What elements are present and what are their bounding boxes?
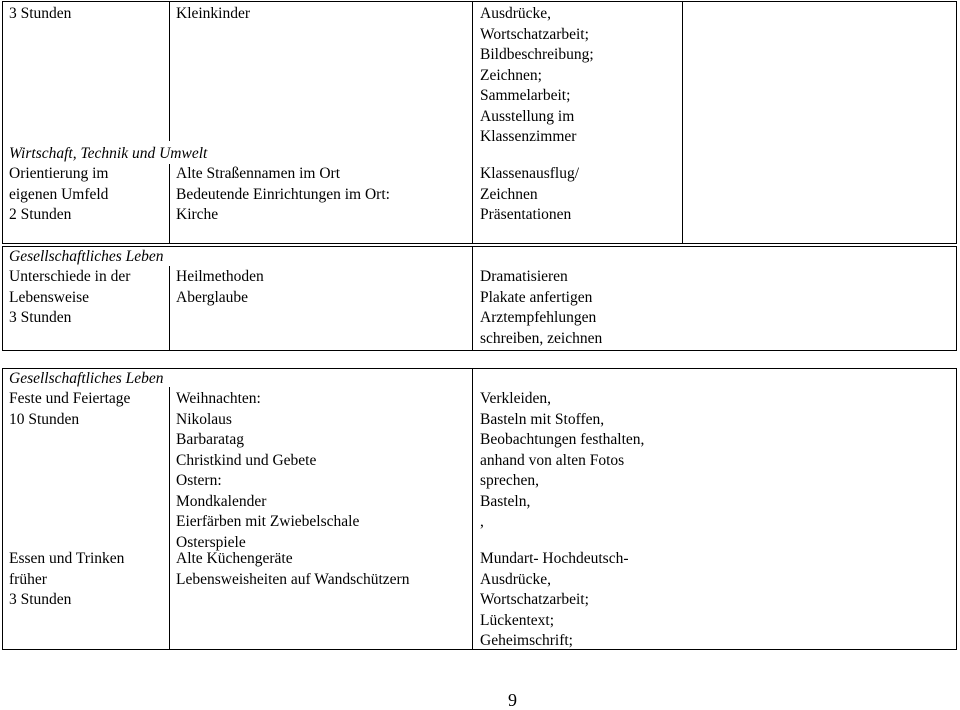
section-heading: Gesellschaftliches Leben xyxy=(9,248,164,265)
row-topic: Essen und Trinken früher 3 Stunden xyxy=(9,550,125,608)
column-divider xyxy=(472,246,473,351)
row-methods: Klassenausflug/ Zeichnen Präsentationen xyxy=(480,165,580,223)
row-content: Kleinkinder xyxy=(176,5,251,22)
section-heading: Wirtschaft, Technik und Umwelt xyxy=(9,145,208,162)
row-content: Alte Straßennamen im Ort Bedeutende Einrichtungen im Ort: Kirche xyxy=(176,165,390,223)
row-content: Weihnachten: Nikolaus Barbaratag Christkind und Gebete Ostern: Mondkalender Eierfärben mit Zwiebelschale Osterspiele xyxy=(176,390,360,551)
row-topic: Unterschiede in der Lebensweise 3 Stunden xyxy=(9,268,131,326)
row-topic: Feste und Feiertage 10 Stunden xyxy=(9,390,131,428)
column-divider xyxy=(682,1,683,244)
row-methods: Dramatisieren Plakate anfertigen Arztempfehlungen schreiben, zeichnen xyxy=(480,268,603,347)
row-methods: Mundart- Hochdeutsch- Ausdrücke, Wortschatzarbeit; Lückentext; Geheimschrift; xyxy=(480,550,629,649)
row-content: Heilmethoden Aberglaube xyxy=(176,268,264,306)
column-divider xyxy=(169,266,170,351)
row-methods: Verkleiden, Basteln mit Stoffen, Beobachtungen festhalten, anhand von alten Fotos sprechen, Basteln, , xyxy=(480,390,645,530)
row-content: Alte Küchengeräte Lebensweisheiten auf Wandschützern xyxy=(176,550,410,588)
column-divider xyxy=(169,387,170,650)
column-divider xyxy=(169,1,170,141)
page-number: 9 xyxy=(508,690,517,710)
row-topic: Orientierung im eigenen Umfeld 2 Stunden xyxy=(9,165,109,223)
row-topic: 3 Stunden xyxy=(9,5,72,22)
column-divider xyxy=(472,1,473,244)
column-divider xyxy=(472,368,473,650)
section-heading: Gesellschaftliches Leben xyxy=(9,370,164,387)
column-divider xyxy=(169,164,170,244)
row-methods: Ausdrücke, Wortschatzarbeit; Bildbeschreibung; Zeichnen; Sammelarbeit; Ausstellung im Klassenzimmer xyxy=(480,5,594,145)
